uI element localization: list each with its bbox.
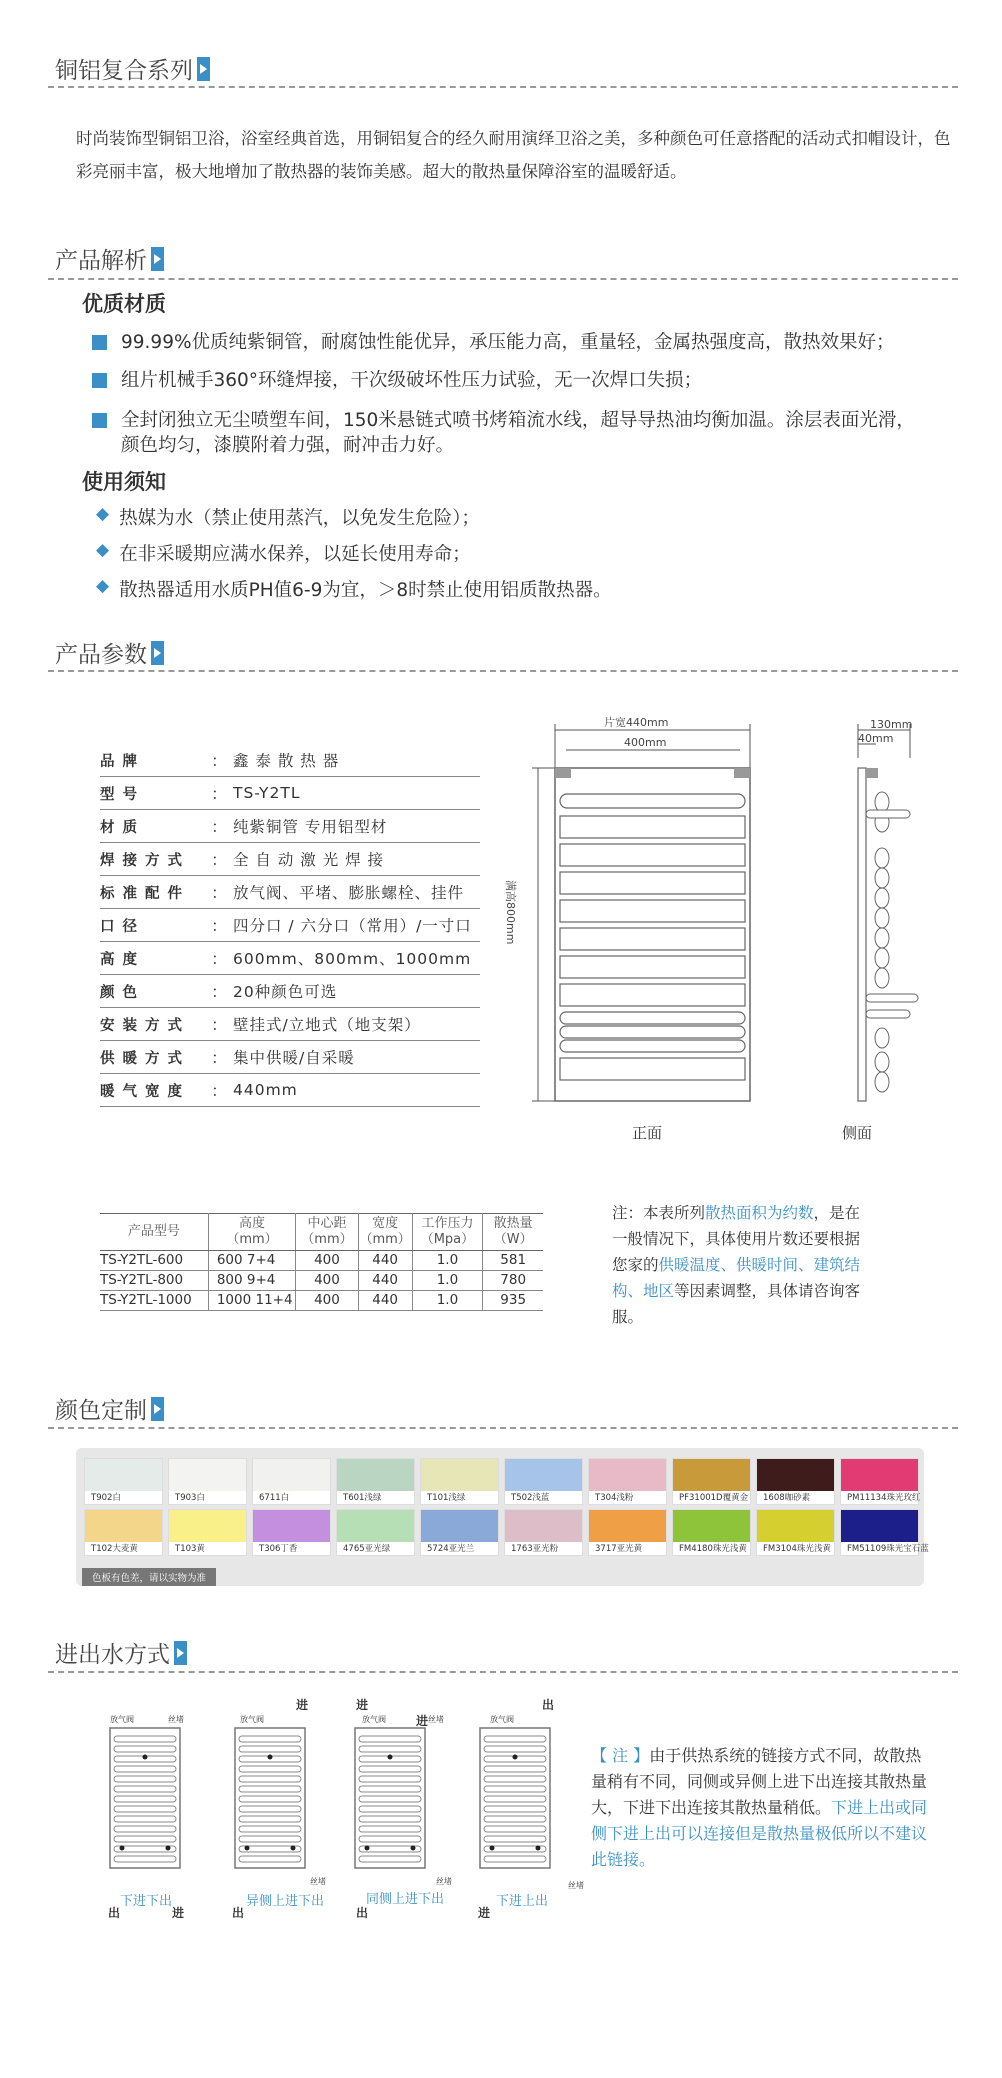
radiator-fin bbox=[359, 1736, 421, 1742]
table-header: 工作压力 （Mpa） bbox=[412, 1214, 483, 1251]
table-header: 宽度 （mm） bbox=[358, 1214, 412, 1251]
radiator-fin bbox=[239, 1836, 301, 1842]
section-title-text: 颜色定制 bbox=[55, 1398, 147, 1424]
dim-total-width: 片宽440mm bbox=[604, 716, 669, 729]
radiator-fin bbox=[484, 1786, 546, 1792]
valve-dot bbox=[143, 1755, 148, 1760]
radiator-fin bbox=[114, 1806, 176, 1812]
quality-item: 全封闭独立无尘喷塑车间，150米悬链式喷书烤箱流水线，超导导热油均衡加温。涂层表面光滑，颜色均匀，漆膜附着力强，耐冲击力好。 bbox=[92, 408, 921, 458]
divider bbox=[48, 86, 958, 88]
color-swatch-fill bbox=[85, 1510, 162, 1542]
quality-title: 优质材质 bbox=[82, 292, 166, 316]
color-swatch bbox=[420, 1509, 499, 1556]
color-swatch bbox=[756, 1509, 835, 1556]
outlet-label: 出 bbox=[232, 1906, 245, 1920]
spec-row: 暖气宽度 ： 440mm bbox=[100, 1074, 480, 1107]
color-swatch-label: 1763亚光粉 bbox=[511, 1544, 559, 1554]
color-swatch-label: 1608咖砂素 bbox=[763, 1493, 811, 1503]
table-note: 注：本表所列散热面积为约数，是在一般情况下，具体使用片数还要根据您家的供暖温度、供暖时间、建筑结构、地区等因素调整，具体请咨询客服。 bbox=[612, 1204, 861, 1326]
usage-title: 使用须知 bbox=[82, 470, 166, 494]
table-header: 中心距 （mm） bbox=[296, 1214, 359, 1251]
spec-table bbox=[100, 744, 480, 1107]
radiator-fin bbox=[239, 1796, 301, 1802]
model-table bbox=[100, 1213, 543, 1311]
color-swatch bbox=[672, 1458, 751, 1505]
color-swatch bbox=[588, 1509, 667, 1556]
plug-label: 丝堵 bbox=[310, 1877, 326, 1886]
plug-label: 丝堵 bbox=[436, 1877, 452, 1886]
radiator-fin bbox=[359, 1746, 421, 1752]
radiator-fin bbox=[484, 1826, 546, 1832]
connection-label: 异侧上进下出 bbox=[246, 1894, 325, 1909]
valve-label: 放气阀 bbox=[362, 1715, 386, 1724]
valve-label: 放气阀 bbox=[110, 1715, 134, 1724]
spec-row: 高度 ： 600mm、800mm、1000mm bbox=[100, 942, 480, 975]
radiator-fin bbox=[114, 1856, 176, 1862]
valve-label: 放气阀 bbox=[490, 1715, 514, 1724]
radiator-fin bbox=[239, 1776, 301, 1782]
color-swatch bbox=[504, 1509, 583, 1556]
port-dot bbox=[166, 1846, 171, 1851]
section-title-params bbox=[55, 636, 164, 669]
color-swatch-label: 4765亚光绿 bbox=[343, 1544, 391, 1554]
color-swatch-label: PM11134珠光玫红 bbox=[847, 1493, 921, 1503]
radiator-fin bbox=[239, 1736, 301, 1742]
spec-row: 标准配件 ： 放气阀、平堵、膨胀螺栓、挂件 bbox=[100, 876, 480, 909]
spec-row: 供暖方式 ： 集中供暖/自采暖 bbox=[100, 1041, 480, 1074]
color-swatch bbox=[840, 1458, 919, 1505]
color-disclaimer: 色板有色差，请以实物为准 bbox=[82, 1568, 216, 1586]
dim-depth-inner: 40mm bbox=[858, 732, 894, 745]
radiator-fin bbox=[359, 1856, 421, 1862]
color-swatch-fill bbox=[337, 1510, 414, 1542]
inlet-label: 进 bbox=[416, 1714, 429, 1728]
radiator-diagram bbox=[235, 1728, 305, 1868]
usage-item: ◆ 散热器适用水质PH值6-9为宜，＞8时禁止使用铝质散热器。 bbox=[96, 576, 612, 601]
color-swatch bbox=[420, 1458, 499, 1505]
radiator-fin bbox=[484, 1766, 546, 1772]
section-title-series bbox=[55, 52, 210, 85]
port-dot bbox=[411, 1846, 416, 1851]
radiator-fin bbox=[114, 1796, 176, 1802]
quality-item: 组片机械手360°环缝焊接，干次级破坏性压力试验，无一次焊口失损； bbox=[92, 368, 911, 393]
port-dot bbox=[120, 1846, 125, 1851]
divider bbox=[48, 670, 958, 672]
port-dot bbox=[291, 1846, 296, 1851]
radiator-fin bbox=[239, 1746, 301, 1752]
square-bullet-icon bbox=[92, 413, 107, 428]
color-swatch-panel bbox=[76, 1448, 929, 1586]
port-dot bbox=[536, 1846, 541, 1851]
spec-row: 品牌 ： 鑫 泰 散 热 器 bbox=[100, 744, 480, 777]
plug-label: 丝堵 bbox=[568, 1881, 584, 1890]
color-swatch-fill bbox=[673, 1510, 750, 1542]
radiator-fin bbox=[239, 1806, 301, 1812]
side-view-label: 侧面 bbox=[842, 1124, 873, 1142]
color-swatch bbox=[672, 1509, 751, 1556]
table-header: 高度 （mm） bbox=[208, 1214, 295, 1251]
radiator-fin bbox=[114, 1826, 176, 1832]
radiator-fin bbox=[359, 1786, 421, 1792]
radiator-fin bbox=[114, 1776, 176, 1782]
plug-label: 丝堵 bbox=[428, 1715, 444, 1724]
radiator-fin bbox=[359, 1766, 421, 1772]
color-swatch-label: T902白 bbox=[91, 1493, 121, 1503]
quality-item: 99.99%优质纯紫铜管，耐腐蚀性能优异，承压能力高，重量轻，金属热强度高，散热效果好； bbox=[92, 330, 911, 355]
radiator-fins bbox=[560, 794, 745, 1080]
table-header: 产品型号 bbox=[100, 1214, 208, 1251]
dim-depth: 130mm bbox=[870, 718, 913, 731]
spec-row: 颜色 ： 20种颜色可选 bbox=[100, 975, 480, 1008]
color-swatch-fill bbox=[337, 1459, 414, 1491]
diamond-bullet-icon: ◆ bbox=[96, 540, 110, 560]
usage-item: ◆ 热媒为水（禁止使用蒸汽，以免发生危险）； bbox=[96, 504, 480, 529]
divider bbox=[48, 1427, 958, 1429]
port-dot bbox=[490, 1846, 495, 1851]
divider bbox=[48, 278, 958, 280]
spec-row: 焊接方式 ： 全 自 动 激 光 焊 接 bbox=[100, 843, 480, 876]
connection-diagrams bbox=[100, 1700, 570, 1910]
connection-label: 下进下出 bbox=[120, 1894, 173, 1909]
color-swatch-label: T903白 bbox=[175, 1493, 205, 1503]
section-title-text: 产品参数 bbox=[55, 642, 147, 668]
color-swatch-fill bbox=[505, 1459, 582, 1491]
color-swatch-label: 5724亚光兰 bbox=[427, 1544, 475, 1554]
color-swatch-label: 6711白 bbox=[259, 1493, 290, 1503]
color-swatch-label: FM4180珠光浅黄 bbox=[679, 1544, 747, 1554]
color-swatch bbox=[168, 1458, 247, 1505]
spec-row: 安装方式 ： 壁挂式/立地式（地支架） bbox=[100, 1008, 480, 1041]
port-dot bbox=[365, 1846, 370, 1851]
dim-height: 满高800mm bbox=[504, 880, 517, 945]
color-swatch-fill bbox=[85, 1459, 162, 1491]
divider bbox=[48, 1671, 958, 1673]
color-swatch-fill bbox=[421, 1459, 498, 1491]
inlet-label: 进 bbox=[478, 1906, 491, 1920]
color-swatch-fill bbox=[673, 1459, 750, 1491]
radiator-fin bbox=[239, 1856, 301, 1862]
radiator-fin bbox=[114, 1786, 176, 1792]
spec-row: 口径 ： 四分口 / 六分口（常用）/一寸口 bbox=[100, 909, 480, 942]
radiator-fin bbox=[484, 1736, 546, 1742]
section-title-analysis bbox=[55, 242, 164, 275]
radiator-fin bbox=[484, 1856, 546, 1862]
valve-label: 放气阀 bbox=[240, 1715, 264, 1724]
radiator-fin bbox=[114, 1766, 176, 1772]
table-row: TS-Y2TL-800 800 9+4 400 440 1.0 780 bbox=[100, 1271, 543, 1291]
table-header: 散热量 （W） bbox=[483, 1214, 543, 1251]
color-swatch bbox=[168, 1509, 247, 1556]
color-swatch bbox=[336, 1458, 415, 1505]
dim-inner-width: 400mm bbox=[624, 736, 667, 749]
usage-item: ◆ 在非采暖期应满水保养，以延长使用寿命； bbox=[96, 540, 471, 565]
play-arrow-icon bbox=[151, 641, 164, 665]
radiator-fin bbox=[359, 1816, 421, 1822]
valve-dot bbox=[268, 1755, 273, 1760]
play-arrow-icon bbox=[174, 1641, 187, 1665]
port-dot bbox=[245, 1846, 250, 1851]
color-swatch-fill bbox=[253, 1510, 330, 1542]
color-swatch bbox=[84, 1509, 163, 1556]
intro-paragraph: 时尚装饰型铜铝卫浴，浴室经典首选，用铜铝复合的经久耐用演绎卫浴之美，多种颜色可任意搭配的活动式扣帽设计，色彩亮丽丰富，极大地增加了散热器的装饰美感。超大的散热量保障浴室的温暖舒适。 bbox=[76, 129, 951, 181]
connection-label: 同侧上进下出 bbox=[366, 1892, 445, 1907]
radiator-diagram bbox=[110, 1728, 180, 1868]
diamond-bullet-icon: ◆ bbox=[96, 504, 110, 524]
play-arrow-icon bbox=[151, 247, 164, 271]
color-swatch-label: T101浅绿 bbox=[427, 1493, 466, 1503]
color-swatch-label: T502浅蓝 bbox=[511, 1493, 550, 1503]
radiator-fin bbox=[359, 1796, 421, 1802]
color-swatch-fill bbox=[589, 1510, 666, 1542]
inlet-label: 进 bbox=[356, 1698, 369, 1712]
radiator-diagram bbox=[480, 1728, 550, 1868]
radiator-fin bbox=[239, 1786, 301, 1792]
radiator-fin bbox=[114, 1816, 176, 1822]
section-title-text: 产品解析 bbox=[55, 248, 147, 274]
radiator-fin bbox=[484, 1806, 546, 1812]
color-swatch bbox=[252, 1509, 331, 1556]
inlet-label: 进 bbox=[296, 1698, 309, 1712]
play-arrow-icon bbox=[151, 1397, 164, 1421]
inlet-label: 进 bbox=[172, 1906, 185, 1920]
radiator-fin bbox=[484, 1776, 546, 1782]
radiator-fin bbox=[114, 1746, 176, 1752]
front-view-label: 正面 bbox=[632, 1124, 663, 1142]
color-swatch-fill bbox=[841, 1459, 918, 1491]
valve-dot bbox=[513, 1755, 518, 1760]
color-swatch-fill bbox=[757, 1510, 834, 1542]
radiator-fin bbox=[114, 1736, 176, 1742]
square-bullet-icon bbox=[92, 335, 107, 350]
color-swatch-fill bbox=[169, 1459, 246, 1491]
valve-dot bbox=[388, 1755, 393, 1760]
spec-row: 材质 ： 纯紫铜管 专用铝型材 bbox=[100, 810, 480, 843]
color-swatch-fill bbox=[841, 1510, 918, 1542]
radiator-fin bbox=[239, 1766, 301, 1772]
color-swatch-label: FM3104珠光浅黄 bbox=[763, 1544, 831, 1554]
radiator-fin bbox=[484, 1816, 546, 1822]
color-swatch bbox=[504, 1458, 583, 1505]
color-swatch-label: T601浅绿 bbox=[343, 1493, 382, 1503]
color-swatch-label: T103黄 bbox=[175, 1544, 205, 1554]
section-title-text: 铜铝复合系列 bbox=[55, 58, 193, 84]
color-swatch bbox=[84, 1458, 163, 1505]
color-swatch-fill bbox=[505, 1510, 582, 1542]
color-swatch-fill bbox=[169, 1510, 246, 1542]
color-swatch bbox=[756, 1458, 835, 1505]
color-swatch-label: 3717亚光黄 bbox=[595, 1544, 643, 1554]
spec-row: 型号 ： TS-Y2TL bbox=[100, 777, 480, 810]
radiator-fin bbox=[484, 1836, 546, 1842]
plug-label: 丝堵 bbox=[168, 1715, 184, 1724]
color-swatch bbox=[588, 1458, 667, 1505]
outlet-label: 出 bbox=[356, 1906, 369, 1920]
table-row: TS-Y2TL-600 600 7+4 400 440 1.0 581 bbox=[100, 1251, 543, 1271]
color-swatch-fill bbox=[589, 1459, 666, 1491]
table-row: TS-Y2TL-1000 1000 11+4 400 440 1.0 935 bbox=[100, 1291, 543, 1311]
radiator-dimension-drawing bbox=[510, 708, 930, 1148]
radiator-fin bbox=[114, 1836, 176, 1842]
color-swatch-label: PF31001D覆黄金 bbox=[679, 1493, 749, 1503]
color-swatch bbox=[336, 1509, 415, 1556]
radiator-fin bbox=[239, 1826, 301, 1832]
connection-label: 下进上出 bbox=[496, 1894, 549, 1909]
diamond-bullet-icon: ◆ bbox=[96, 576, 110, 596]
color-swatch-label: T102大麦黄 bbox=[91, 1544, 138, 1554]
color-swatch-label: FM51109珠光宝石蓝 bbox=[847, 1544, 929, 1554]
water-note: 【 注 】由于供热系统的链接方式不同，故散热量稍有不同，同侧或异侧上进下出连接其散热量大，下进下出连接其散热量稍低。下进上出或同侧下进上出可以连接但是散热量极低所以不建议此链接。 bbox=[591, 1746, 928, 1869]
radiator-fin bbox=[359, 1776, 421, 1782]
color-swatch-label: T306丁香 bbox=[259, 1544, 298, 1554]
outlet-label: 出 bbox=[542, 1698, 555, 1712]
color-swatch-fill bbox=[253, 1459, 330, 1491]
radiator-fin bbox=[239, 1816, 301, 1822]
color-swatch bbox=[840, 1509, 929, 1556]
radiator-fin bbox=[484, 1746, 546, 1752]
radiator-fin bbox=[484, 1796, 546, 1802]
section-title-colors bbox=[55, 1392, 164, 1425]
radiator-fin bbox=[359, 1806, 421, 1812]
radiator-fin bbox=[359, 1836, 421, 1842]
color-swatch-fill bbox=[421, 1510, 498, 1542]
section-title-water bbox=[55, 1636, 187, 1669]
color-swatch-fill bbox=[757, 1459, 834, 1491]
square-bullet-icon bbox=[92, 373, 107, 388]
color-swatch-label: T304浅粉 bbox=[595, 1493, 634, 1503]
play-arrow-icon bbox=[197, 57, 210, 81]
radiator-diagram bbox=[355, 1728, 425, 1868]
outlet-label: 出 bbox=[108, 1906, 121, 1920]
section-title-text: 进出水方式 bbox=[55, 1642, 170, 1668]
radiator-fin bbox=[359, 1826, 421, 1832]
color-swatch bbox=[252, 1458, 331, 1505]
